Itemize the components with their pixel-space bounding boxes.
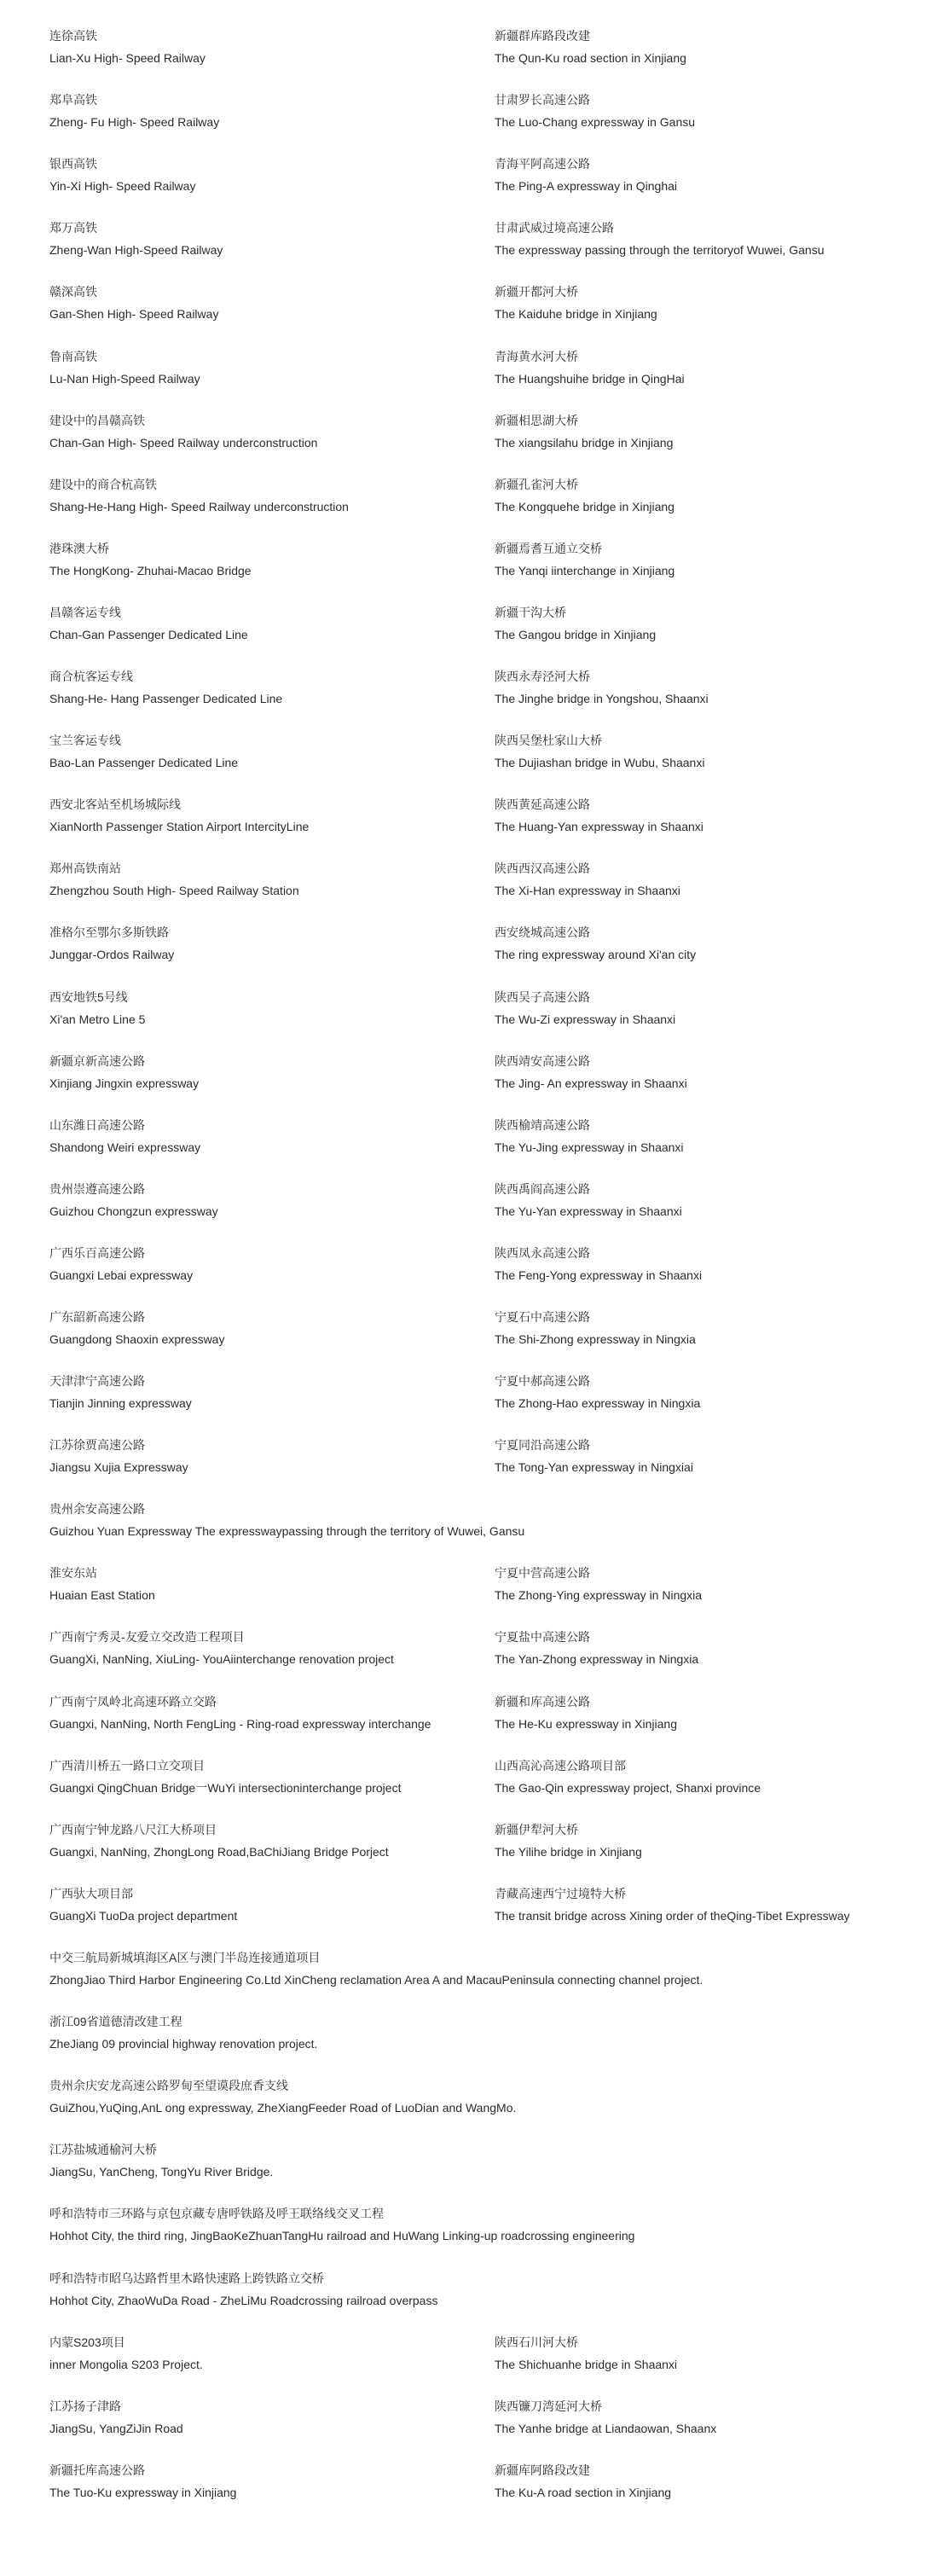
project-name-cn: 西安地铁5号线 [49,990,128,1004]
project-entry [49,1244,193,1285]
project-name-en: Tianjin Jinning expressway [49,1396,192,1410]
project-name-en: The Gangou bridge in Xinjiang [495,628,657,641]
project-name-cn: 新疆托库高速公路 [49,2463,145,2477]
project-name-en: XianNorth Passenger Station Airport IntercityLine [49,820,310,833]
project-entry [495,2397,716,2438]
project-name-en: The Xi-Han expressway in Shaanxi [495,884,680,897]
project-name-en: Chan-Gan High- Speed Railway underconstruction [49,436,318,450]
project-name-cn: 呼和浩特市三环路与京包京藏专唐呼铁路及呼王联络线交叉工程 [49,2207,384,2220]
project-entry [49,2204,634,2245]
project-entry [495,603,656,644]
project-name-cn: 赣深高铁 [49,285,97,299]
project-name-cn: 广东韶新高速公路 [49,1310,145,1324]
project-entry [49,923,174,964]
project-name-en: Junggar-Ordos Railway [49,948,175,961]
project-entry [495,475,675,516]
project-name-cn: 陕西永寿泾河大桥 [495,670,590,683]
project-name-cn: 陕西黄延高速公路 [495,798,590,811]
project-name-cn: 浙江09省道德清改建工程 [49,2015,182,2028]
project-name-en: The Zhong-Ying expressway in Ningxia [495,1588,703,1602]
project-name-cn: 甘肃罗长高速公路 [495,93,590,107]
project-name-cn: 青海黄水河大桥 [495,350,578,363]
project-name-cn: 广西清川桥五一路口立交项目 [49,1759,205,1772]
project-entry [49,1372,192,1413]
project-entry [49,411,317,452]
project-name-cn: 西安绕城高速公路 [495,925,590,939]
project-name-en: The Yanqi iinterchange in Xinjiang [495,564,675,577]
project-entry [49,1500,524,1540]
project-name-en: Xi'an Metro Line 5 [49,1012,146,1026]
project-name-en: The Ku-A road section in Xinjiang [495,2486,672,2499]
project-entry [495,1564,702,1604]
project-entry [495,1692,677,1733]
project-name-en: The Luo-Chang expressway in Gansu [495,115,696,129]
project-entry [49,1308,224,1349]
project-name-cn: 天津津宁高速公路 [49,1374,145,1388]
project-name-en: Hohhot City, ZhaoWuDa Road - ZheLiMu Roadcrossing railroad overpass [49,2294,438,2307]
project-entry [49,2012,317,2053]
project-name-en: The Yanhe bridge at Liandaowan, Shaanx [495,2422,717,2435]
project-name-en: Xinjiang Jingxin expressway [49,1076,200,1090]
project-entry [49,2397,183,2438]
project-name-cn: 广西南宁钟龙路八尺江大桥项目 [49,1823,217,1836]
project-name-cn: 中交三航局新城填海区A区与澳门半岛连接通道项目 [49,1951,321,1964]
project-entry [49,1052,199,1093]
project-entry [495,411,673,452]
project-entry [495,795,704,836]
project-name-cn: 江苏徐贾高速公路 [49,1438,145,1452]
project-entry [495,988,675,1029]
project-name-cn: 贵州余庆安龙高速公路罗甸至望谟段庶香支线 [49,2079,288,2092]
project-name-cn: 西安北客站至机场城际线 [49,798,181,811]
project-name-cn: 建设中的商合杭高铁 [49,478,157,491]
project-entry [495,859,680,900]
project-entry [49,1627,394,1668]
project-name-en: The Tong-Yan expressway in Ningxiai [495,1460,693,1474]
project-entry [495,90,695,131]
project-entry [495,26,686,67]
project-entry [495,282,657,323]
project-name-en: Jiangsu Xujia Expressway [49,1460,188,1474]
project-name-en: Chan-Gan Passenger Dedicated Line [49,628,248,641]
project-name-en: Yin-Xi High- Speed Railway [49,179,196,193]
project-name-en: The Kongquehe bridge in Xinjiang [495,500,675,513]
project-entry [49,859,299,900]
project-name-cn: 新疆库阿路段改建 [495,2463,590,2477]
project-entry [495,1372,700,1413]
project-name-en: Hohhot City, the third ring, JingBaoKeZhuanTangHu railroad and HuWang Linking-up roadcrossing engineering [49,2229,635,2242]
project-name-cn: 陕西西汉高速公路 [495,862,590,875]
project-entry [49,218,223,259]
project-entry [49,1180,218,1221]
project-name-cn: 甘肃武威过境高速公路 [495,221,614,235]
project-entry [495,667,709,708]
project-name-en: The Wu-Zi expressway in Shaanxi [495,1012,676,1026]
project-name-en: JiangSu, YanCheng, TongYu River Bridge. [49,2165,274,2179]
project-name-en: Guangxi QingChuan Bridge一WuYi intersectioninterchange project [49,1781,402,1795]
project-name-en: Huaian East Station [49,1588,155,1602]
project-name-en: The Qun-Ku road section in Xinjiang [495,51,686,65]
project-name-en: Zheng-Wan High-Speed Railway [49,243,223,257]
project-name-cn: 昌赣客运专线 [49,606,121,619]
project-entry [495,347,685,388]
project-name-en: Zheng- Fu High- Speed Railway [49,115,220,129]
project-name-cn: 淮安东站 [49,1566,97,1580]
project-name-cn: 宝兰客运专线 [49,734,121,747]
project-entry [495,1116,684,1157]
project-name-en: The Yilihe bridge in Xinjiang [495,1845,642,1859]
project-name-cn: 内蒙S203项目 [49,2335,125,2349]
project-name-cn: 贵州崇遵高速公路 [49,1182,145,1196]
project-name-en: JiangSu, YangZiJin Road [49,2422,183,2435]
project-name-en: The Jing- An expressway in Shaanxi [495,1076,687,1090]
project-name-en: The Huang-Yan expressway in Shaanxi [495,820,704,833]
project-name-en: The Shi-Zhong expressway in Ningxia [495,1332,696,1346]
project-name-en: The HongKong- Zhuhai-Macao Bridge [49,564,252,577]
project-name-cn: 宁夏盐中高速公路 [495,1630,590,1644]
project-entry [49,539,252,580]
project-entry [49,795,309,836]
project-name-cn: 新疆相思湖大桥 [495,414,578,427]
project-name-en: The Ping-A expressway in Qinghai [495,179,677,193]
project-name-en: The Jinghe bridge in Yongshou, Shaanxi [495,692,709,705]
project-entry [49,475,349,516]
project-entry [49,2461,236,2502]
project-name-cn: 广西南宁凤岭北高速环路立交路 [49,1695,217,1709]
project-name-en: Gan-Shen High- Speed Railway [49,307,219,321]
project-name-en: The Zhong-Hao expressway in Ningxia [495,1396,701,1410]
project-name-en: Lian-Xu High- Speed Railway [49,51,206,65]
project-name-cn: 山东潍日高速公路 [49,1118,145,1132]
project-name-cn: 郑万高铁 [49,221,97,235]
project-entry [49,667,282,708]
project-name-en: GuiZhou,YuQing,AnL ong expressway, ZheXiangFeeder Road of LuoDian and WangMo. [49,2101,517,2115]
project-name-cn: 商合杭客运专线 [49,670,133,683]
project-name-cn: 陕西榆靖高速公路 [495,1118,590,1132]
project-name-en: The expressway passing through the territoryof Wuwei, Gansu [495,243,825,257]
project-name-en: The Yan-Zhong expressway in Ningxia [495,1652,699,1666]
project-name-cn: 青藏高速西宁过境特大桥 [495,1887,626,1900]
project-entry [49,603,248,644]
project-entry [495,1052,687,1093]
project-name-cn: 山西高沁高速公路项目部 [495,1759,626,1772]
project-entry [495,1756,761,1797]
project-entry [49,154,195,195]
project-name-en: The Huangshuihe bridge in QingHai [495,372,685,386]
project-entry [49,282,218,323]
project-entry [49,1884,237,1925]
project-name-cn: 宁夏中营高速公路 [495,1566,590,1580]
project-name-en: The Gao-Qin expressway project, Shanxi province [495,1781,761,1795]
project-name-en: ZheJiang 09 provincial highway renovation project. [49,2037,318,2051]
project-name-cn: 陕西石川河大桥 [495,2335,578,2349]
project-name-cn: 新疆焉耆互通立交桥 [495,542,602,555]
project-name-cn: 郑州高铁南站 [49,862,121,875]
project-name-en: Bao-Lan Passenger Dedicated Line [49,756,239,769]
project-name-en: Guizhou Chongzun expressway [49,1204,218,1218]
project-entry [49,1436,188,1477]
project-entry [495,2461,671,2502]
project-entry [49,26,206,67]
project-name-cn: 郑阜高铁 [49,93,97,107]
project-entry [495,1436,693,1477]
project-name-en: The Yu-Jing expressway in Shaanxi [495,1140,684,1154]
project-name-en: The Kaiduhe bridge in Xinjiang [495,307,657,321]
project-name-en: Shang-He- Hang Passenger Dedicated Line [49,692,283,705]
project-entry [49,731,238,772]
project-name-en: Lu-Nan High-Speed Railway [49,372,200,386]
project-name-en: The ring expressway around Xi'an city [495,948,697,961]
project-name-en: The xiangsilahu bridge in Xinjiang [495,436,674,450]
project-name-cn: 新疆群库路段改建 [495,29,590,43]
project-name-en: The Yu-Yan expressway in Shaanxi [495,1204,682,1218]
project-name-en: Zhengzhou South High- Speed Railway Station [49,884,299,897]
project-entry [495,1627,698,1668]
project-entry [495,1244,702,1285]
project-entry [49,988,145,1029]
project-entry [49,90,219,131]
project-name-cn: 准格尔至鄂尔多斯铁路 [49,925,169,939]
project-name-en: Guangxi, NanNing, ZhongLong Road,BaChiJiang Bridge Porject [49,1845,389,1859]
project-name-en: Guangdong Shaoxin expressway [49,1332,225,1346]
project-entry [49,1116,200,1157]
project-entry [495,1820,642,1861]
project-name-cn: 银西高铁 [49,157,97,171]
project-name-en: The Feng-Yong expressway in Shaanxi [495,1268,703,1282]
project-name-en: GuangXi, NanNing, XiuLing- YouAiinterchange renovation project [49,1652,394,1666]
project-entry [49,1564,155,1604]
project-entry [495,539,675,580]
project-name-cn: 江苏盐城通榆河大桥 [49,2143,157,2156]
project-name-cn: 青海平阿高速公路 [495,157,590,171]
project-name-cn: 连徐高铁 [49,29,97,43]
project-name-cn: 广西乐百高速公路 [49,1246,145,1260]
project-name-cn: 广西驮大项目部 [49,1887,133,1900]
project-name-en: GuangXi TuoDa project department [49,1909,238,1923]
project-name-cn: 新疆伊犁河大桥 [495,1823,578,1836]
project-name-en: Guangxi Lebai expressway [49,1268,194,1282]
project-entry [49,2269,437,2310]
project-entry [495,923,696,964]
project-entry [495,1180,682,1221]
project-name-cn: 陕西吴堡杜家山大桥 [495,734,602,747]
project-entry [49,1692,431,1733]
project-name-en: ZhongJiao Third Harbor Engineering Co.Ltd XinCheng reclamation Area A and MacauPeninsula connecting channel project. [49,1973,704,1987]
project-name-en: Shang-He-Hang High- Speed Railway underconstruction [49,500,349,513]
project-name-cn: 陕西凤永高速公路 [495,1246,590,1260]
project-name-en: Shandong Weiri expressway [49,1140,201,1154]
project-entry [49,1948,703,1989]
project-name-cn: 广西南宁秀灵-友爱立交改造工程项目 [49,1630,245,1644]
project-entry [495,218,824,259]
project-entry [49,2076,516,2117]
project-name-en: The transit bridge across Xining order of theQing-Tibet Expressway [495,1909,850,1923]
project-name-cn: 陕西禹阎高速公路 [495,1182,590,1196]
project-name-cn: 新疆和库高速公路 [495,1695,590,1709]
project-name-cn: 宁夏同沿高速公路 [495,1438,590,1452]
project-name-en: inner Mongolia S203 Project. [49,2358,203,2371]
project-name-en: The Shichuanhe bridge in Shaanxi [495,2358,678,2371]
project-entry [495,1884,850,1925]
project-name-cn: 新疆开都河大桥 [495,285,578,299]
project-name-cn: 新疆京新高速公路 [49,1054,145,1068]
project-name-cn: 江苏扬子津路 [49,2399,121,2413]
project-entry [49,2140,273,2181]
project-entry [49,1756,401,1797]
project-name-en: Guangxi, NanNing, North FengLing - Ring-road expressway interchange [49,1717,431,1731]
project-entry [495,731,704,772]
project-entry [495,2333,677,2374]
project-name-cn: 陕西吴子高速公路 [495,990,590,1004]
project-name-en: Guizhou Yuan Expressway The expresswaypassing through the territory of Wuwei, Gansu [49,1524,525,1538]
project-name-en: The He-Ku expressway in Xinjiang [495,1717,677,1731]
project-name-cn: 新疆干沟大桥 [495,606,566,619]
project-name-cn: 陕西镰刀湾延河大桥 [495,2399,602,2413]
project-name-cn: 宁夏中郝高速公路 [495,1374,590,1388]
project-entry [49,347,200,388]
project-entry [49,1820,389,1861]
project-entry [49,2333,203,2374]
project-name-cn: 陕西靖安高速公路 [495,1054,590,1068]
project-entry [495,154,677,195]
project-name-cn: 港珠澳大桥 [49,542,109,555]
project-name-cn: 贵州余安高速公路 [49,1502,145,1516]
project-name-en: The Tuo-Ku expressway in Xinjiang [49,2486,237,2499]
project-name-en: The Dujiashan bridge in Wubu, Shaanxi [495,756,705,769]
project-name-cn: 呼和浩特市昭乌达路哲里木路快速路上跨铁路立交桥 [49,2271,324,2285]
project-name-cn: 鲁南高铁 [49,350,97,363]
project-name-cn: 建设中的昌赣高铁 [49,414,145,427]
project-entry [495,1308,696,1349]
project-name-cn: 新疆孔雀河大桥 [495,478,578,491]
project-name-cn: 宁夏石中高速公路 [495,1310,590,1324]
